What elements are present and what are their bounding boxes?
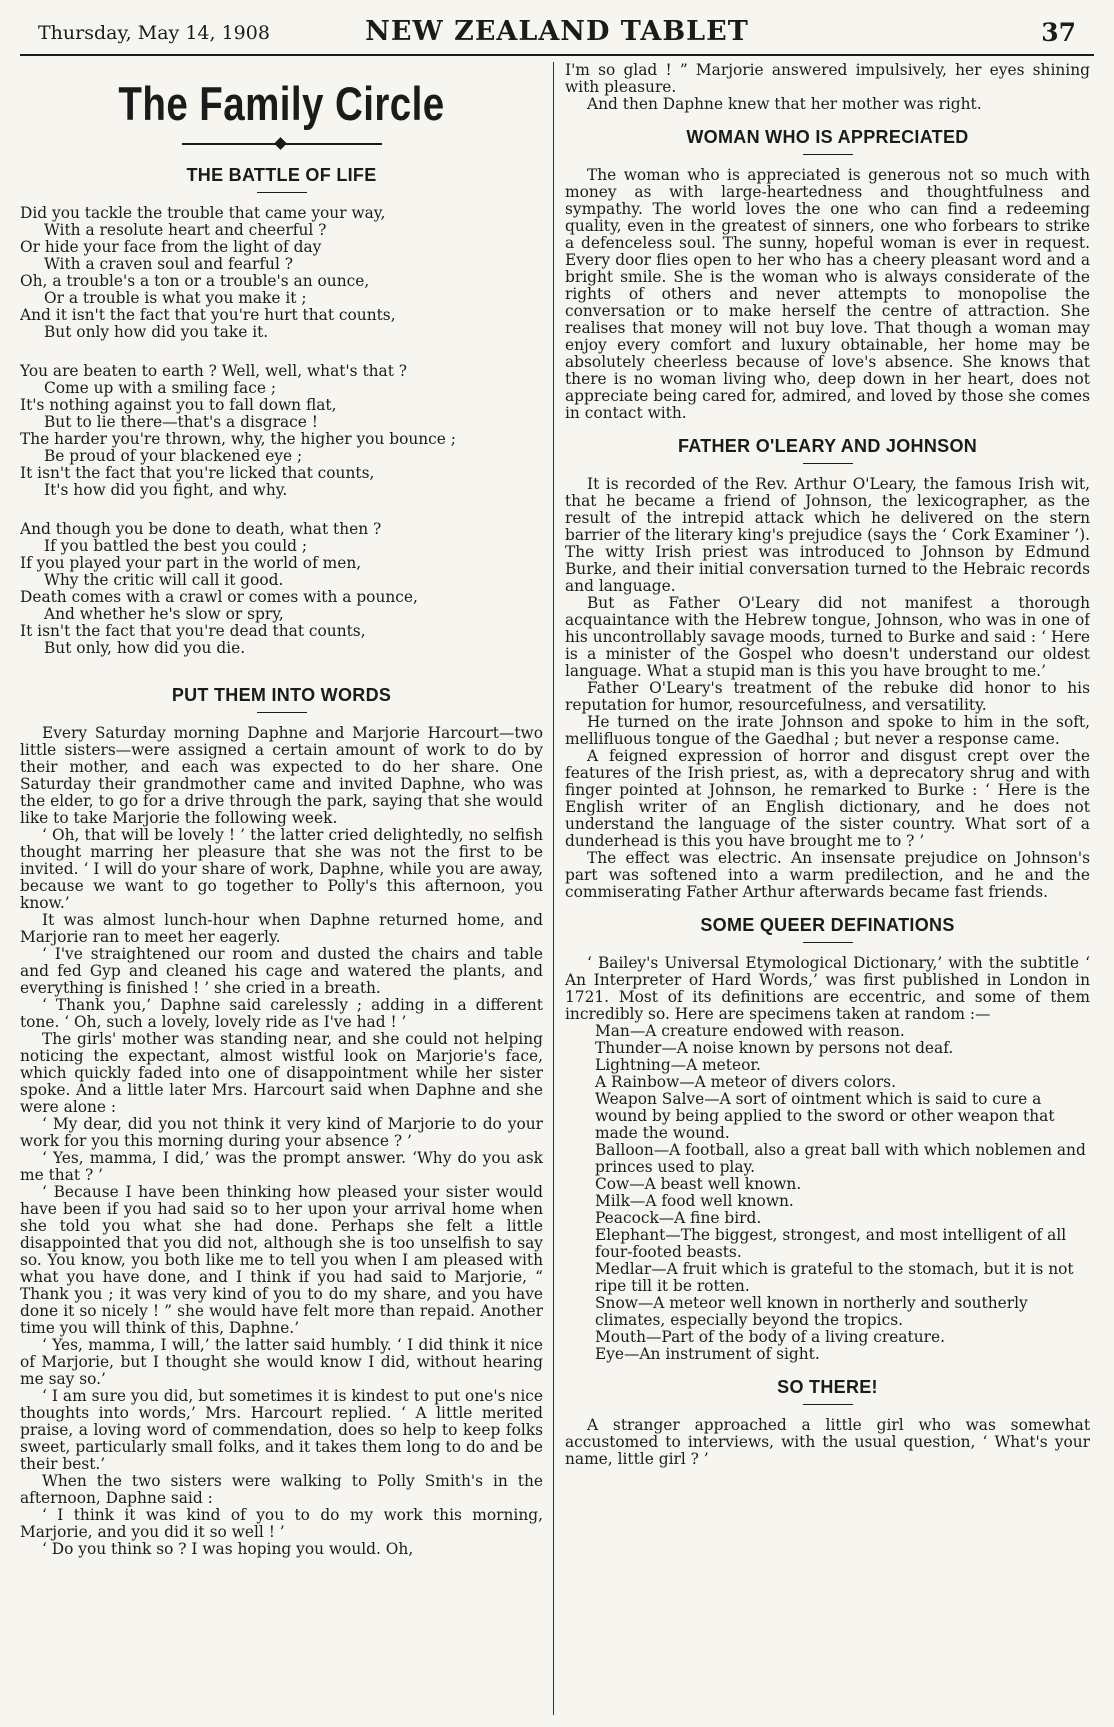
poem-line: It isn't the fact that you're dead that counts,: [20, 622, 366, 640]
put-them-into-words-article: [20, 725, 543, 1558]
article-paragraph: ‘ Because I have been thinking how pleased your sister would have been if you had said so to her upon your arrival home when she told you what she had done. Perhaps she felt a little disappointed that you did not, although she is too unselfish to say so. You know, you both like me to tell you when I am pleased with what you have done, and I think if you had said to Marjorie, “ Thank you ; it was very kind of you to do my share, and you have done it so nicely ! ” she would have felt more than repaid. Another time you will think of this, Daphne.’: [20, 1183, 543, 1337]
masthead: [20, 8, 1094, 56]
poem-line: You are beaten to earth ? Well, well, what's that ?: [20, 362, 408, 380]
definition-item: Thunder—A noise known by persons not deaf.: [595, 1039, 954, 1057]
poem-line: If you battled the best you could ;: [44, 537, 308, 555]
article-paragraph: ‘ Thank you,’ Daphne said carelessly ; adding in a different tone. ‘ Oh, such a lovely, lovely ride as I've had ! ’: [20, 996, 543, 1031]
poem-line: Oh, a trouble's a ton or a trouble's an ounce,: [20, 272, 370, 290]
left-column: [20, 62, 551, 1719]
poem-line: Come up with a smiling face ;: [44, 379, 277, 397]
article-paragraph: I'm so glad ! ” Marjorie answered impulsively, her eyes shining with pleasure.: [565, 62, 1090, 96]
poem-line: Or hide your face from the light of day: [20, 238, 322, 256]
section-title: The Family Circle: [118, 77, 445, 130]
poem-line: But only how did you take it.: [44, 323, 269, 341]
poem-line: And it isn't the fact that you're hurt that counts,: [20, 306, 396, 324]
ornament-rule: [182, 139, 382, 149]
poem-line: Death comes with a crawl or comes with a pounce,: [20, 588, 418, 606]
battle-of-life-poem: [20, 205, 543, 657]
definition-item: Weapon Salve—A sort of ointment which is said to cure a wound by being applied to the sword or other weapon that made the wound.: [595, 1090, 1055, 1142]
issue-date: Thursday, May 14, 1908: [38, 22, 270, 44]
definition-item: Lightning—A meteor.: [595, 1056, 761, 1074]
poem-line: Did you tackle the trouble that came your way,: [20, 204, 386, 222]
poem-line: Why the critic will call it good.: [44, 571, 284, 589]
article-paragraph: ‘ I am sure you did, but sometimes it is kindest to put one's nice thoughts into words,’ Mrs. Harcourt replied. ‘ A little merited praise, a loving word of commendation, does so help to keep folks sweet, particularly small folks, and it takes them long to do and be their best.’: [20, 1387, 543, 1473]
article-paragraph: The woman who is appreciated is generous not so much with money as with large-heartedness and thoughtfulness and sympathy. The world loves the one who can find a redeeming quality, even in the greatest of sinners, one who forbears to strike a defenceless soul. The sunny, hopeful woman is ever in request. Every door flies open to her who has a cheery pleasant word and a bright smile. She is the woman who is always considerate of the rights of others and never attempts to monopolise the conversation or to make herself the centre of attraction. She realises that money will not buy love. That though a woman may enjoy every comfort and luxury obtainable, her home may be absolutely cheerless because of love's absence. She knows that there is no woman living who, deep down in her heart, does not appreciate being cared for, admired, and loved by those she comes in contact with.: [565, 166, 1090, 422]
article-paragraph: The effect was electric. An insensate prejudice on Johnson's part was softened into a warm predilection, and he and the commiserating Father Arthur afterwards became fast friends.: [565, 849, 1090, 901]
heading-rule: [257, 192, 307, 193]
heading-rule: [257, 712, 307, 713]
so-there-heading: SO THERE!: [777, 1377, 878, 1397]
poem-line: It's nothing against you to fall down flat,: [20, 396, 337, 414]
definition-item: Elephant—The biggest, strongest, and most intelligent of all four-footed beasts.: [595, 1226, 1067, 1261]
heading-rule: [803, 1404, 853, 1405]
article-paragraph: Father O'Leary's treatment of the rebuke did honor to his reputation for humor, resourcefulness, and versatility.: [565, 679, 1090, 714]
poem-line: It's how did you fight, and why.: [44, 481, 288, 499]
article-paragraph: ‘ My dear, did you not think it very kind of Marjorie to do your work for you this morning during your absence ? ’: [20, 1115, 543, 1150]
article-paragraph: ‘ Bailey's Universal Etymological Dictionary,’ with the subtitle ‘ An Interpreter of Hard Words,’ was first published in London in 1721. Most of its definitions are eccentric, and some of them incredibly so. Here are specimens taken at random :—: [565, 954, 1090, 1023]
father-oleary-heading: FATHER O'LEARY AND JOHNSON: [677, 436, 978, 456]
poem-stanza: [20, 363, 543, 499]
article-paragraph: He turned on the irate Johnson and spoke to him in the soft, mellifluous tongue of the Gaedhal ; but never a response came.: [565, 713, 1090, 748]
battle-of-life-heading: THE BATTLE OF LIFE: [186, 165, 377, 185]
definition-item: Cow—A beast well known.: [595, 1175, 802, 1193]
poem-line: With a resolute heart and cheerful ?: [44, 221, 327, 239]
definition-item: Balloon—A football, also a great ball with which noblemen and princes used to play.: [595, 1141, 1086, 1176]
article-paragraph: ‘ Yes, mamma, I will,’ the latter said humbly. ‘ I did think it nice of Marjorie, but I thought she would know I did, without hearing me say so.’: [20, 1336, 543, 1388]
poem-line: But to lie there—that's a disgrace !: [44, 413, 318, 431]
article-paragraph: But as Father O'Leary did not manifest a thorough acquaintance with the Hebrew tongue, Johnson, who was in one of his uncontrollably savage moods, turned to Burke and said : ‘ Here is a minister of the Gospel who doesn't understand our oldest language. What a stupid man is this you have brought to me.’: [565, 594, 1090, 680]
poem-line: It isn't the fact that you're licked that counts,: [20, 464, 375, 482]
definition-item: Peacock—A fine bird.: [595, 1209, 762, 1227]
poem-stanza: [20, 205, 543, 341]
heading-rule: [803, 463, 853, 464]
woman-appreciated-heading: WOMAN WHO IS APPRECIATED: [686, 127, 969, 147]
article-paragraph: ‘ I've straightened our room and dusted the chairs and table and fed Gyp and cleaned his cage and watered the plants, and everything is finished ! ’ she cried in a breath.: [20, 945, 543, 997]
poem-line: But only, how did you die.: [44, 639, 246, 657]
heading-rule: [803, 942, 853, 943]
poem-line: Be proud of your blackened eye ;: [44, 447, 303, 465]
article-paragraph: It is recorded of the Rev. Arthur O'Leary, the famous Irish wit, that he became a friend of Johnson, the lexicographer, as the result of the intrepid attack which he delivered on the stern barrier of the literary king's prejudice (says the ‘ Cork Examiner ’). The witty Irish priest was introduced to Johnson by Edmund Burke, and their initial conversation turned to the Hebraic records and language.: [565, 475, 1090, 595]
continued-story: [565, 62, 1090, 113]
article-paragraph: Every Saturday morning Daphne and Marjorie Harcourt—two little sisters—were assigned a certain amount of work to do by their mother, and each was expected to do her share. One Saturday their grandmother came and invited Daphne, who was the elder, to go for a drive through the park, saying that she would like to take Marjorie the following week.: [20, 724, 543, 827]
article-paragraph: And then Daphne knew that her mother was right.: [587, 95, 982, 113]
article-paragraph: A stranger approached a little girl who was somewhat accustomed to interviews, with the usual question, ‘ What's your name, little girl ? ’: [565, 1416, 1090, 1468]
article-paragraph: ‘ I think it was kind of you to do my work this morning, Marjorie, and you did it so well ! ’: [20, 1506, 543, 1541]
definition-list: [565, 1023, 1090, 1363]
woman-appreciated-article: [565, 167, 1090, 422]
queer-definations-article: [565, 955, 1090, 1023]
newspaper-title: NEW ZEALAND TABLET: [365, 16, 749, 47]
definition-item: Medlar—A fruit which is grateful to the stomach, but it is not ripe till it be rotten.: [595, 1260, 1074, 1295]
poem-line: If you played your part in the world of men,: [20, 554, 362, 572]
poem-line: The harder you're thrown, why, the higher you bounce ;: [20, 430, 456, 448]
article-paragraph: ‘ Do you think so ? I was hoping you would. Oh,: [42, 1540, 414, 1558]
definition-item: Man—A creature endowed with reason.: [595, 1022, 905, 1040]
father-oleary-article: [565, 476, 1090, 901]
poem-line: Or a trouble is what you make it ;: [44, 289, 307, 307]
put-them-into-words-heading: PUT THEM INTO WORDS: [171, 685, 392, 705]
poem-line: And though you be done to death, what then ?: [20, 520, 382, 538]
poem-line: With a craven soul and fearful ?: [44, 255, 294, 273]
article-paragraph: It was almost lunch-hour when Daphne returned home, and Marjorie ran to meet her eagerly.: [20, 911, 543, 946]
definition-item: Mouth—Part of the body of a living creature.: [595, 1328, 945, 1346]
article-paragraph: A feigned expression of horror and disgust crept over the features of the Irish priest, as, with a deprecatory shrug and with finger pointed at Johnson, he remarked to Burke : ‘ Here is the English writer of an English dictionary, and he does not understand the language of the sister country. What sort of a dunderhead is this you have brought me to ? ’: [565, 747, 1090, 850]
article-paragraph: The girls' mother was standing near, and she could not helping noticing the expectant, almost wistful look on Marjorie's face, which quickly faded into one of disappointment while her sister spoke. And a little later Mrs. Harcourt said when Daphne and she were alone :: [20, 1030, 543, 1116]
article-paragraph: When the two sisters were walking to Polly Smith's in the afternoon, Daphne said :: [20, 1472, 543, 1507]
definition-item: A Rainbow—A meteor of divers colors.: [595, 1073, 896, 1091]
definition-item: Eye—An instrument of sight.: [595, 1345, 820, 1363]
definition-item: Milk—A food well known.: [595, 1192, 794, 1210]
queer-definations-heading: SOME QUEER DEFINATIONS: [700, 915, 955, 935]
article-paragraph: ‘ Oh, that will be lovely ! ’ the latter cried delightedly, no selfish thought marring her pleasure that she was not the first to be invited. ‘ I will do your share of work, Daphne, while you are away, because we want to go together to Polly's this afternoon, you know.’: [20, 826, 543, 912]
heading-rule: [803, 154, 853, 155]
diamond-icon: [274, 137, 287, 150]
right-column: [565, 62, 1090, 1719]
poem-stanza: [20, 521, 543, 657]
article-paragraph: ‘ Yes, mamma, I did,’ was the prompt answer. ‘Why do you ask me that ? ’: [20, 1149, 543, 1184]
poem-line: And whether he's slow or spry,: [44, 605, 284, 623]
column-divider: [553, 62, 554, 1715]
definition-item: Snow—A meteor well known in northerly and southerly climates, especially beyond the tropics.: [595, 1294, 1028, 1329]
page-number: 37: [1041, 18, 1076, 47]
so-there-article: [565, 1417, 1090, 1468]
